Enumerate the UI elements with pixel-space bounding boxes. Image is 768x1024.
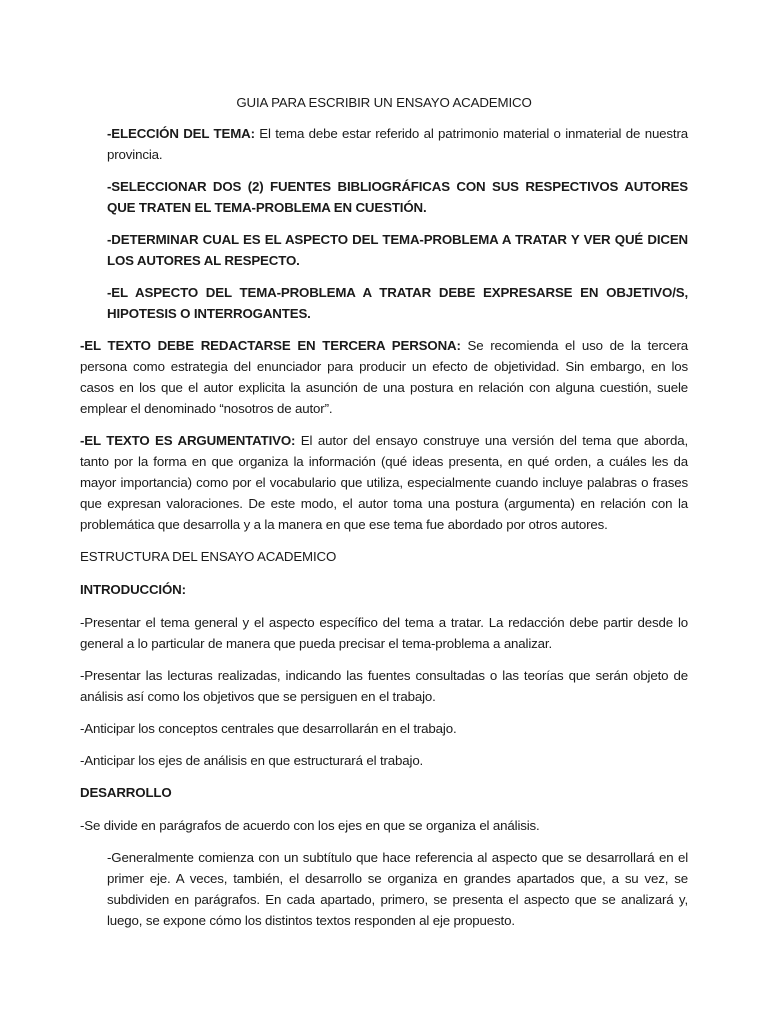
introduccion-paragraph: -Anticipar los conceptos centrales que desarrollarán en el trabajo. bbox=[80, 721, 457, 736]
item-fuentes bbox=[107, 176, 688, 218]
item-lead: -DETERMINAR CUAL ES EL ASPECTO DEL TEMA-PROBLEMA A TRATAR Y VER QUÉ DICEN LOS AUTORES AL RESPECTO. bbox=[107, 232, 688, 268]
introduccion-paragraph: -Presentar las lecturas realizadas, indicando las fuentes consultadas o las teorías que serán objeto de análisis así como los objetivos que se persiguen en el trabajo. bbox=[80, 668, 688, 704]
item-objetivos bbox=[107, 282, 688, 324]
heading-estructura: ESTRUCTURA DEL ENSAYO ACADEMICO bbox=[80, 549, 337, 564]
item-eleccion-tema bbox=[107, 123, 688, 165]
item-text: El tema debe estar referido al patrimonio material o inmaterial de nuestra provincia. bbox=[107, 126, 688, 162]
paragraph-text: El autor del ensayo construye una versión del tema que aborda, tanto por la forma en que organiza la información (qué ideas presenta, en qué orden, a cuáles les da mayor importancia) como por el vocabulario que utiliza, especialmente cuando incluye palabras o frases que expresan valoraciones. De este modo, el autor toma una postura (argumenta) en relación con la problemática que desarrolla y a la manera en que ese tema fue abordado por otros autores. bbox=[80, 433, 688, 532]
paragraph-argumentativo bbox=[80, 430, 688, 535]
heading-desarrollo: DESARROLLO bbox=[80, 785, 172, 800]
item-lead: -SELECCIONAR DOS (2) FUENTES BIBLIOGRÁFICAS CON SUS RESPECTIVOS AUTORES QUE TRATEN EL TEMA-PROBLEMA EN CUESTIÓN. bbox=[107, 179, 688, 215]
paragraph-lead: -EL TEXTO DEBE REDACTARSE EN TERCERA PERSONA: bbox=[80, 338, 461, 353]
desarrollo-paragraph: -Se divide en parágrafos de acuerdo con los ejes en que se organiza el análisis. bbox=[80, 818, 540, 833]
paragraph-text: Se recomienda el uso de la tercera persona como estrategia del enunciador para producir un efecto de objetividad. Sin embargo, en los casos en los que el autor explicita la asunción de una postura en relación con alguna cuestión, suele emplear el denominado “nosotros de autor”. bbox=[80, 338, 688, 416]
item-lead: -EL ASPECTO DEL TEMA-PROBLEMA A TRATAR DEBE EXPRESARSE EN OBJETIVO/S, HIPOTESIS O INTERROGANTES. bbox=[107, 285, 688, 321]
item-aspecto bbox=[107, 229, 688, 271]
introduccion-paragraph: -Anticipar los ejes de análisis en que estructurará el trabajo. bbox=[80, 753, 424, 768]
item-lead: -ELECCIÓN DEL TEMA: bbox=[107, 126, 255, 141]
paragraph-tercera-persona bbox=[80, 335, 688, 419]
document-title: GUIA PARA ESCRIBIR UN ENSAYO ACADEMICO bbox=[236, 95, 532, 110]
introduccion-paragraph: -Presentar el tema general y el aspecto específico del tema a tratar. La redacción debe partir desde lo general a lo particular de manera que pueda precisar el tema-problema a analizar. bbox=[80, 615, 688, 651]
heading-introduccion: INTRODUCCIÓN: bbox=[80, 582, 186, 597]
paragraph-lead: -EL TEXTO ES ARGUMENTATIVO: bbox=[80, 433, 296, 448]
desarrollo-paragraph: -Generalmente comienza con un subtítulo que hace referencia al aspecto que se desarrollará en el primer eje. A veces, también, el desarrollo se organiza en grandes apartados que, a su vez, se subdividen en parágrafos. En cada apartado, primero, se presenta el aspecto que se analizará y, luego, se expone cómo los distintos textos responden al eje propuesto. bbox=[107, 850, 688, 928]
document-body bbox=[80, 92, 688, 942]
